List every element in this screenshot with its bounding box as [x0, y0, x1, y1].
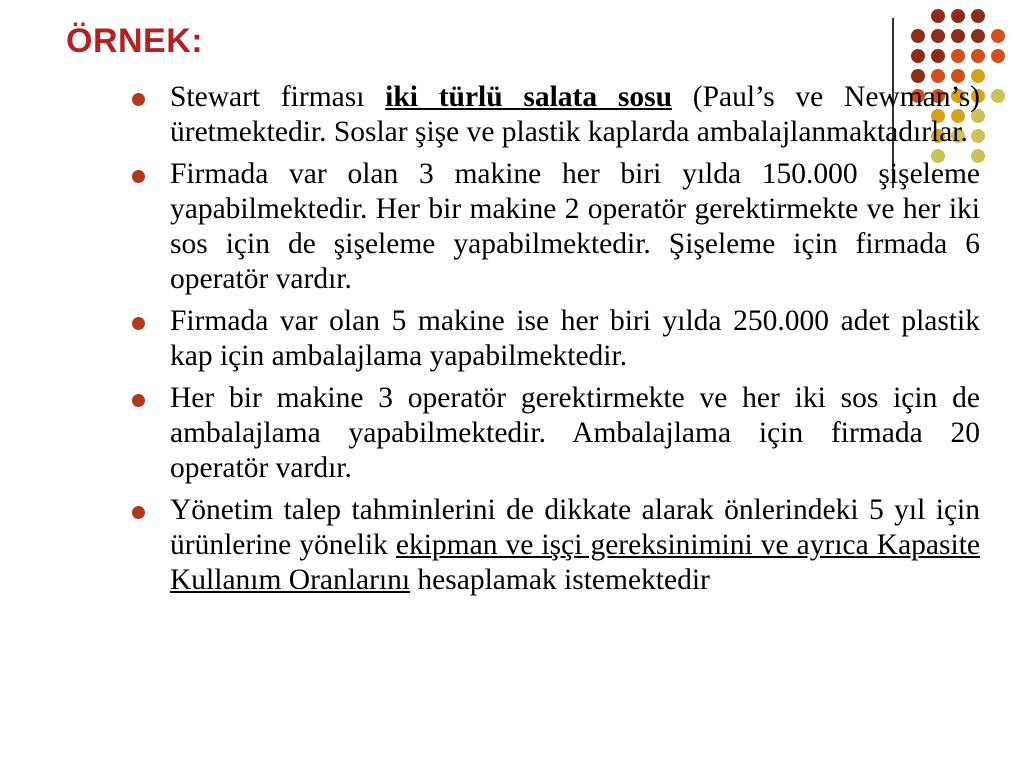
- item-text: Yönetim talep tahminlerini de dikkate alarak önlerindeki 5 yıl için ürünlerine yönelik: [170, 494, 980, 561]
- list-item: [132, 157, 980, 297]
- decorative-dot: [951, 29, 965, 43]
- decorative-dot: [971, 9, 985, 23]
- item-text: Stewart firması: [170, 81, 386, 113]
- item-text: hesaplamak istemektedir: [410, 564, 710, 596]
- decorative-dot: [971, 49, 985, 63]
- bullet-icon: [132, 93, 145, 106]
- item-text: (Paul’s ve Newman’s) üretmektedir. Soslar şişe ve plastik kaplarda ambalajlanmaktadırlar.: [170, 81, 981, 148]
- item-text: Firmada var olan 5 makine ise her biri yılda 250.000 adet plastik kap için ambalajlama yapabilmektedir.: [170, 305, 980, 372]
- decorative-dot: [951, 9, 965, 23]
- bullet-icon: [132, 170, 145, 183]
- decorative-dot: [931, 9, 945, 23]
- decorative-dot: [931, 29, 945, 43]
- decorative-dot: [931, 49, 945, 63]
- list-item: [132, 493, 980, 598]
- bullet-icon: [132, 506, 145, 519]
- decorative-dot: [991, 49, 1005, 63]
- item-text: Her bir makine 3 operatör gerektirmekte ve her iki sos için de ambalajlama yapabilmektedir. Ambalajlama için firmada 20 operatör vardır.: [170, 382, 980, 484]
- emphasized-text: iki türlü salata sosu: [385, 81, 672, 113]
- underlined-text: ekipman ve işçi gereksinimini ve ayrıca Kapasite Kullanım Oranlarını: [170, 529, 980, 596]
- decorative-dot: [991, 29, 1005, 43]
- decorative-dot: [911, 49, 925, 63]
- item-text: Firmada var olan 3 makine her biri yılda 150.000 şişeleme yapabilmektedir. Her bir makine 2 operatör gerektirmekte ve her iki sos için de şişeleme yapabilmektedir. Şişeleme için firmada 6 operatör vardır.: [170, 158, 980, 295]
- decorative-dot: [911, 29, 925, 43]
- bullet-list: [132, 80, 980, 605]
- bullet-icon: [132, 394, 145, 407]
- list-item: [132, 304, 980, 374]
- list-item: [132, 80, 980, 150]
- list-item: [132, 381, 980, 486]
- decorative-dot: [991, 89, 1005, 103]
- decorative-dot: [951, 49, 965, 63]
- bullet-icon: [132, 317, 145, 330]
- slide-title: ÖRNEK:: [66, 22, 204, 60]
- decorative-dot: [971, 29, 985, 43]
